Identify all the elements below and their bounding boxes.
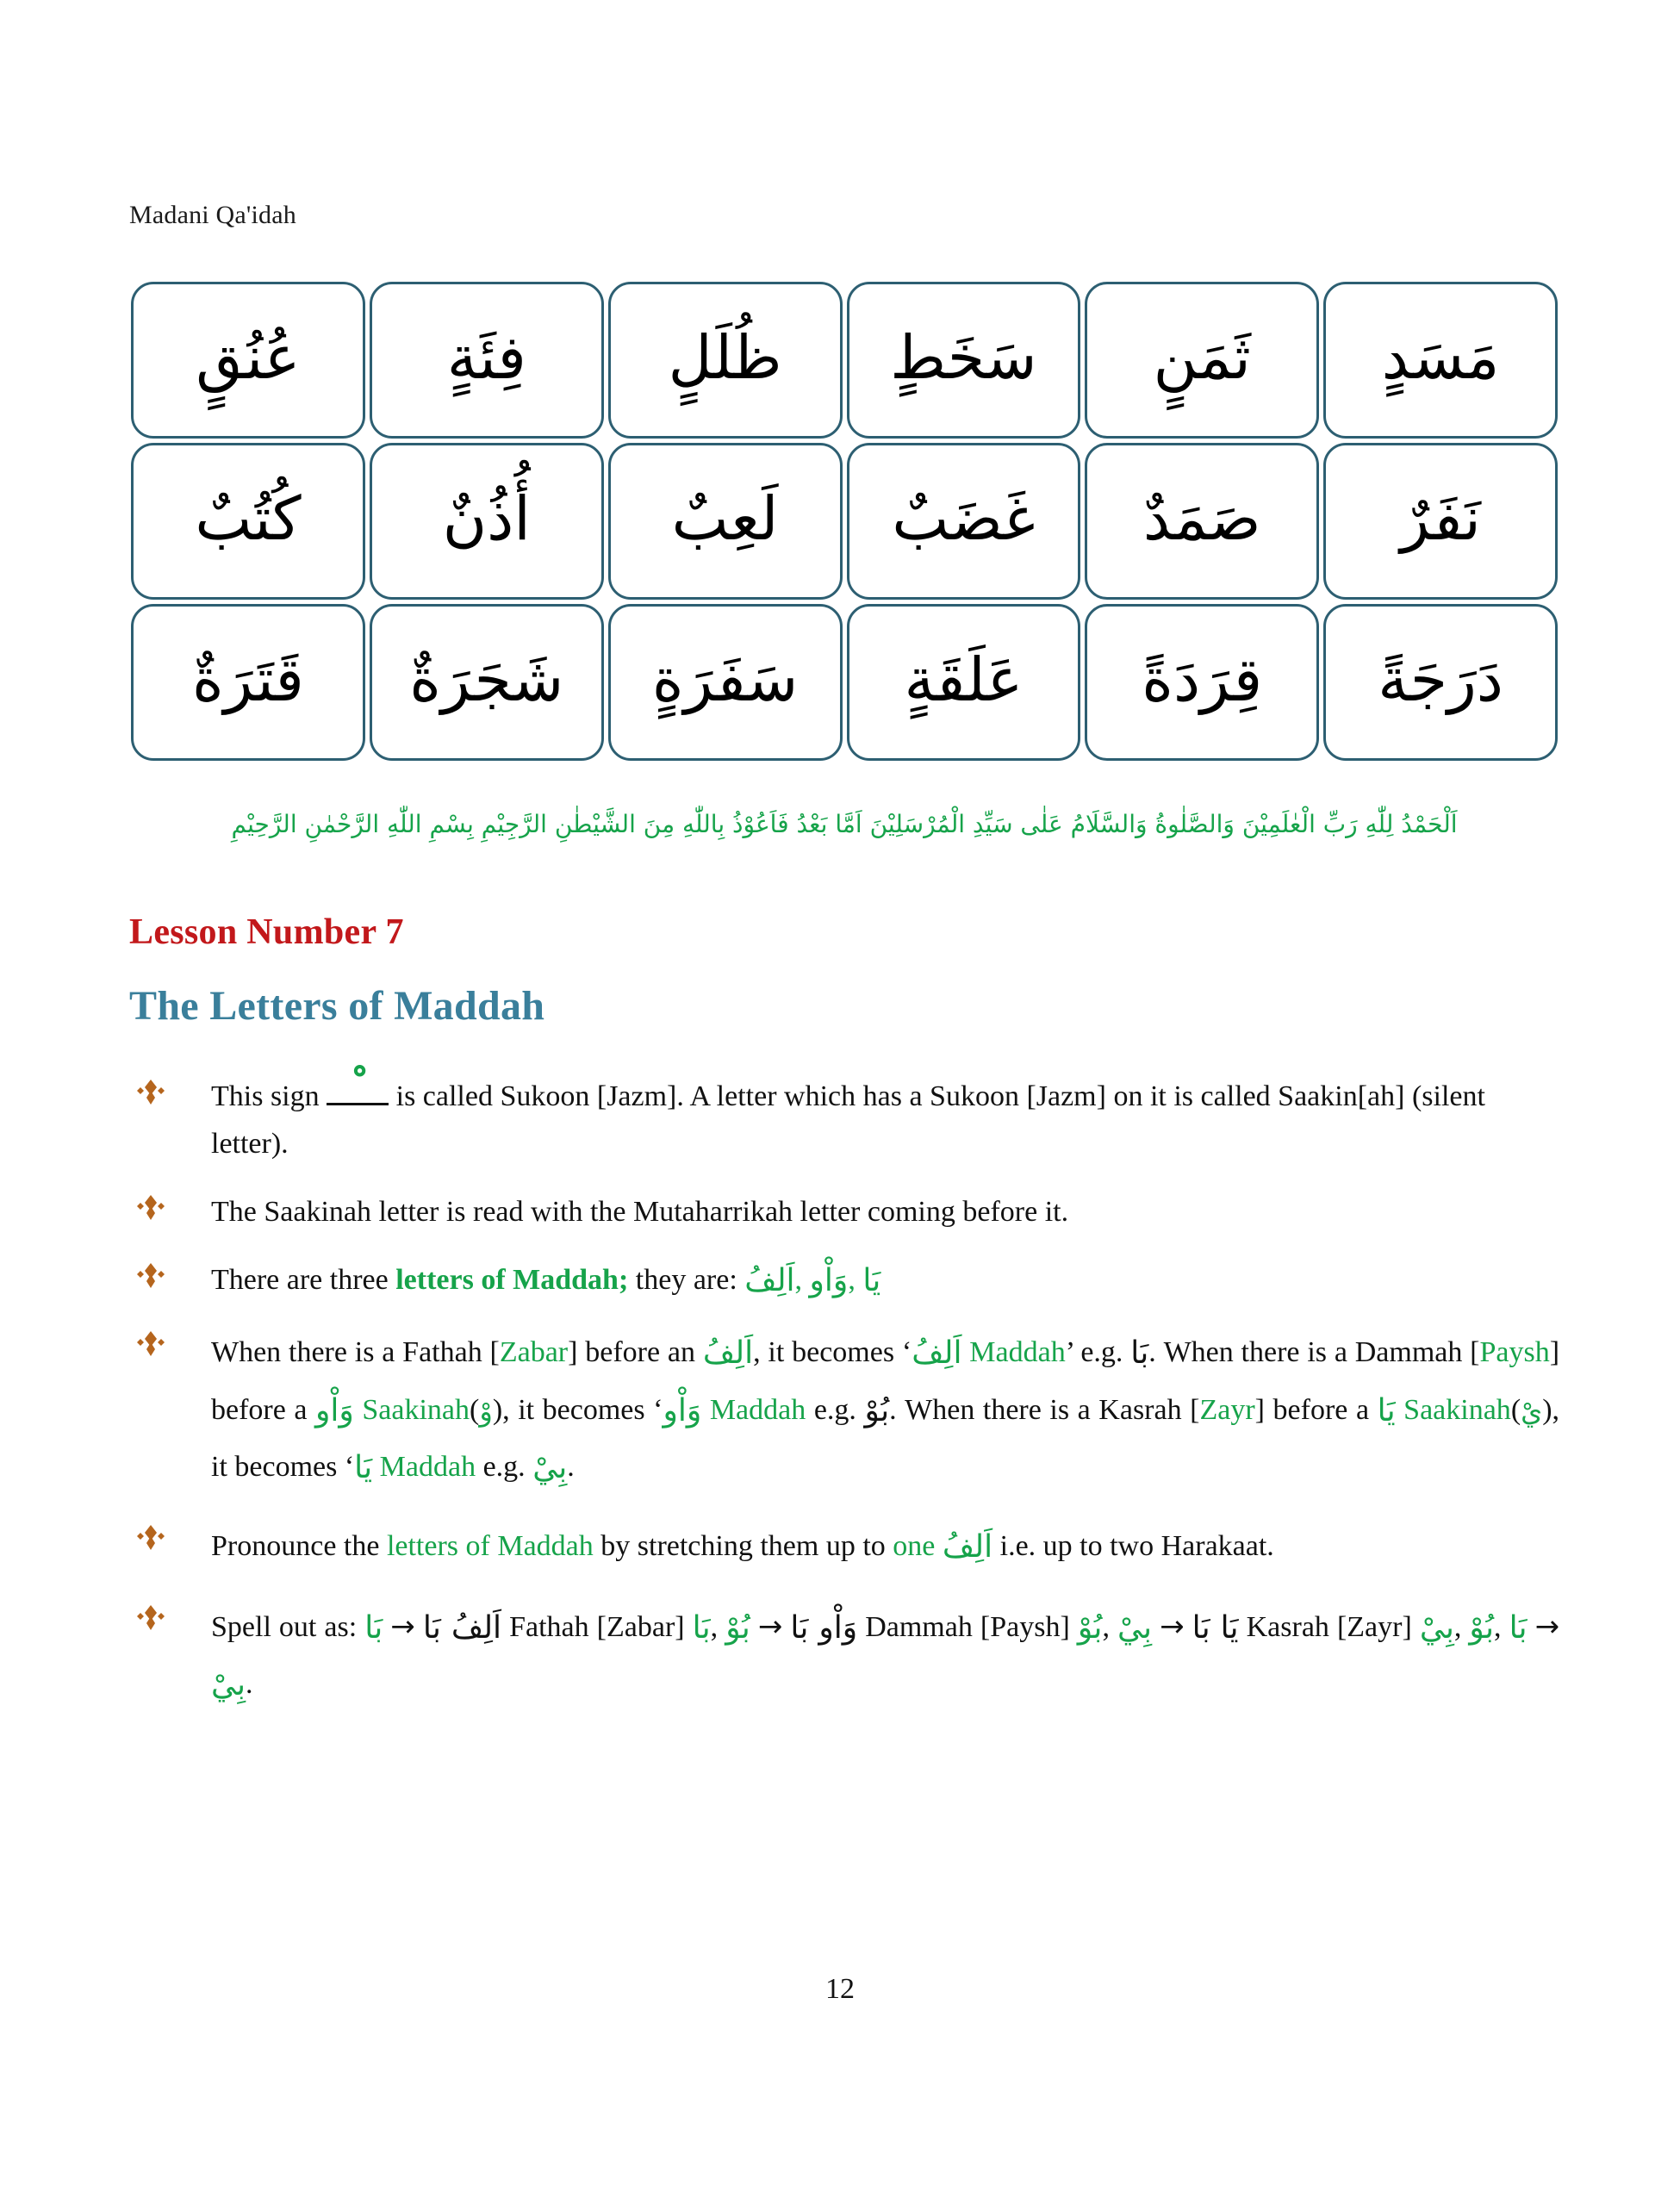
arabic-word: ثَمَنٍ [1153,321,1251,393]
arabic-bii-example: بِيْ [532,1449,568,1485]
diamond-bullet-icon [136,1602,165,1634]
word-grid-row [131,604,1558,761]
arabic-word: قَتَرَةٌ [192,644,304,715]
arabic-baa-spell: بَا [364,1609,383,1646]
bullet-text-part: . [567,1450,575,1483]
separator: , [848,1264,856,1297]
lesson-number-heading: Lesson Number 7 [129,912,404,952]
arabic-waw: وَاْو [809,1263,849,1299]
word-cell [608,443,843,600]
bullet-text-part: ( [1510,1393,1521,1426]
bullet-text-part: There are three [211,1264,389,1297]
arrow-icon: → [1160,1609,1185,1644]
arabic-ya: يَا [354,1449,373,1485]
list-item [129,1518,1559,1575]
separator: , [1453,1610,1462,1643]
arabic-word: غَضَبٌ [892,482,1036,554]
arabic-word: سَفَرَةٍ [651,644,799,715]
sukoon-sign-illustration [327,1083,389,1109]
bullet-text-part: . [246,1667,253,1700]
diamond-bullet-icon [136,1522,165,1554]
arabic-waw-baa: وَاْو بَا [790,1609,858,1646]
word-cell [847,443,1081,600]
bullet-text-part: , it becomes ‘ [753,1336,912,1369]
arabic-word: كُتُبٌ [195,482,302,554]
arabic-waw-sukoon: وْ [479,1394,493,1428]
arabic-word: فِئَةٍ [446,321,526,393]
word-grid-row [131,282,1558,439]
word-cell [131,604,365,761]
arabic-word: سَخَطٍ [890,321,1037,393]
bullet-text-part: This sign [211,1080,320,1112]
bullet-text-part: . When there is a Dammah [ [1148,1336,1480,1369]
arabic-ya: يَا [1377,1392,1396,1428]
word-cell [370,443,604,600]
bullet-text-part: Dammah [Paysh] [865,1610,1070,1643]
bullet-text-part: Fathah [Zabar] [509,1610,685,1643]
list-item [129,1188,1559,1235]
arabic-word: مَسَدٍ [1381,321,1500,393]
arabic-buu-spell: بُوْ [1077,1609,1103,1646]
word-cell [1323,282,1558,439]
arabic-word: عُنُقٍ [196,321,301,393]
bullet-text-part: ] before a [1254,1393,1370,1426]
arabic-alif: اَلِفُ [744,1263,795,1299]
arabic-word: ظُلَلٍ [668,321,782,393]
term-maddah: Maddah [379,1450,476,1483]
page-number: 12 [825,1973,855,2005]
arabic-bii-spell: بِيْ [1419,1609,1454,1646]
term-zabar: Zabar [499,1336,569,1369]
diamond-bullet-icon [136,1260,165,1292]
bullet-text-part: When there is a Fathah [ [211,1336,500,1369]
arabic-waw: وَاْو [663,1392,702,1428]
arabic-alif-baa: اَلِفُ بَا [422,1609,502,1646]
term-letters-of-maddah: letters of Maddah [386,1530,594,1563]
word-cell [1323,443,1558,600]
dua-line: اَلْحَمْدُ لِلّٰهِ رَبِّ الْعٰلَمِيْنَ وَالصَّلٰوةُ وَالسَّلَامُ عَلٰى سَيِّدِ الْمُرْسَلِيْنَ اَمَّا بَعْدُ فَاَعُوْذُ بِاللّٰهِ مِنَ الشَّيْطٰنِ الرَّجِيْمِ بِسْمِ اللّٰهِ الرَّحْمٰنِ الرَّحِيْمِ [231,810,1458,838]
arabic-word: دَرَجَةً [1378,644,1503,715]
arabic-bii-spell: بِيْ [1117,1609,1153,1646]
term-zayr: Zayr [1199,1393,1255,1426]
arabic-word: شَجَرَةٌ [409,644,564,715]
bullet-text-part: e.g. [482,1450,526,1483]
arabic-ya-sukoon: يْ [1521,1394,1543,1428]
list-item [129,1598,1559,1714]
arrow-icon: → [1534,1609,1560,1644]
bullet-text-part: by stretching them up to [600,1530,886,1563]
term-one: one [893,1530,936,1563]
bullet-text-part: ), it becomes ‘ [211,1393,1560,1483]
word-practice-grid [131,282,1558,761]
arabic-word: لَعِبٌ [671,482,779,554]
running-header: Madani Qa'idah [129,201,296,229]
arabic-baa-spell: بَا [692,1609,711,1646]
bullet-text-part: is called Sukoon [Jazm]. A letter which has a Sukoon [Jazm] on it is called Saakin[ah] (silent letter). [211,1080,1485,1161]
arabic-word: صَمَدٌ [1142,482,1261,554]
word-cell [608,282,843,439]
arabic-word: عَلَقَةٍ [904,644,1024,715]
arabic-word: أُذُنٌ [442,482,531,554]
word-cell [1085,282,1319,439]
term-maddah: Maddah [709,1393,806,1426]
term-saakinah: Saakinah [362,1393,470,1426]
word-cell [370,282,604,439]
arabic-bii-spell: بِيْ [211,1666,246,1702]
arabic-alif: اَلِفُ [942,1529,993,1565]
bullet-text-part: ), it becomes ‘ [492,1393,663,1426]
word-cell [370,604,604,761]
arabic-buu-example: بُوْ [864,1392,890,1428]
word-cell [1085,604,1319,761]
bullet-text-part: ] before an [568,1336,695,1369]
separator: , [794,1264,803,1297]
arabic-ya-baa: يَا بَا [1192,1609,1239,1646]
word-cell [608,604,843,761]
list-item [129,1256,1559,1304]
arrow-icon: → [757,1609,783,1644]
term-saakinah: Saakinah [1403,1393,1511,1426]
word-cell [1085,443,1319,600]
bullet-text-part: ’ e.g. [1065,1336,1123,1369]
arabic-word: قِرَدَةً [1142,644,1263,715]
bullet-text-part: Pronounce the [211,1530,380,1563]
word-cell [131,443,365,600]
word-cell [847,604,1081,761]
arabic-baa-example: بَا [1130,1335,1149,1372]
bullet-text-part: they are: [635,1264,737,1297]
arabic-buu-spell: بُوْ [1469,1609,1495,1646]
separator: , [1494,1610,1502,1643]
bullet-text-part: e.g. [813,1393,856,1426]
arabic-buu-spell: بُوْ [725,1609,750,1646]
arrow-icon: → [390,1609,415,1644]
lesson-bullet-list [129,1073,1559,1735]
bullet-text-part: ] before a [211,1336,1560,1426]
separator: , [1102,1610,1110,1643]
term-paysh: Paysh [1479,1336,1550,1369]
separator: , [710,1610,719,1643]
arabic-alif: اَلِفُ [702,1335,754,1372]
arabic-waw: وَاْو [315,1392,354,1428]
lesson-title-heading: The Letters of Maddah [129,983,545,1029]
bullet-text-part: . When there is a Kasrah [ [889,1393,1200,1426]
arabic-word: نَفَرٌ [1400,482,1481,554]
diamond-bullet-icon [136,1192,165,1224]
term-maddah: Maddah [969,1336,1066,1369]
word-cell [131,282,365,439]
diamond-bullet-icon [136,1076,165,1109]
word-cell [847,282,1081,439]
word-grid-row [131,443,1558,600]
bullet-text-part: Spell out as: [211,1610,358,1643]
diamond-bullet-icon [136,1328,165,1360]
bullet-text-part: ( [470,1393,480,1426]
list-item [129,1324,1559,1496]
emphasis-letters-of-maddah: letters of Maddah; [395,1264,629,1297]
arabic-ya: يَا [862,1263,881,1299]
bullet-text-part: Kasrah [Zayr] [1246,1610,1412,1643]
bullet-text-part: i.e. up to two Harakaat. [999,1530,1274,1563]
sukoon-underline [327,1103,389,1105]
arabic-alif: اَلِفُ [912,1335,962,1372]
list-item [129,1073,1559,1167]
arabic-baa-spell: بَا [1509,1609,1528,1646]
word-cell [1323,604,1558,761]
bullet-text-part: The Saakinah letter is read with the Mutaharrikah letter coming before it. [211,1196,1069,1229]
